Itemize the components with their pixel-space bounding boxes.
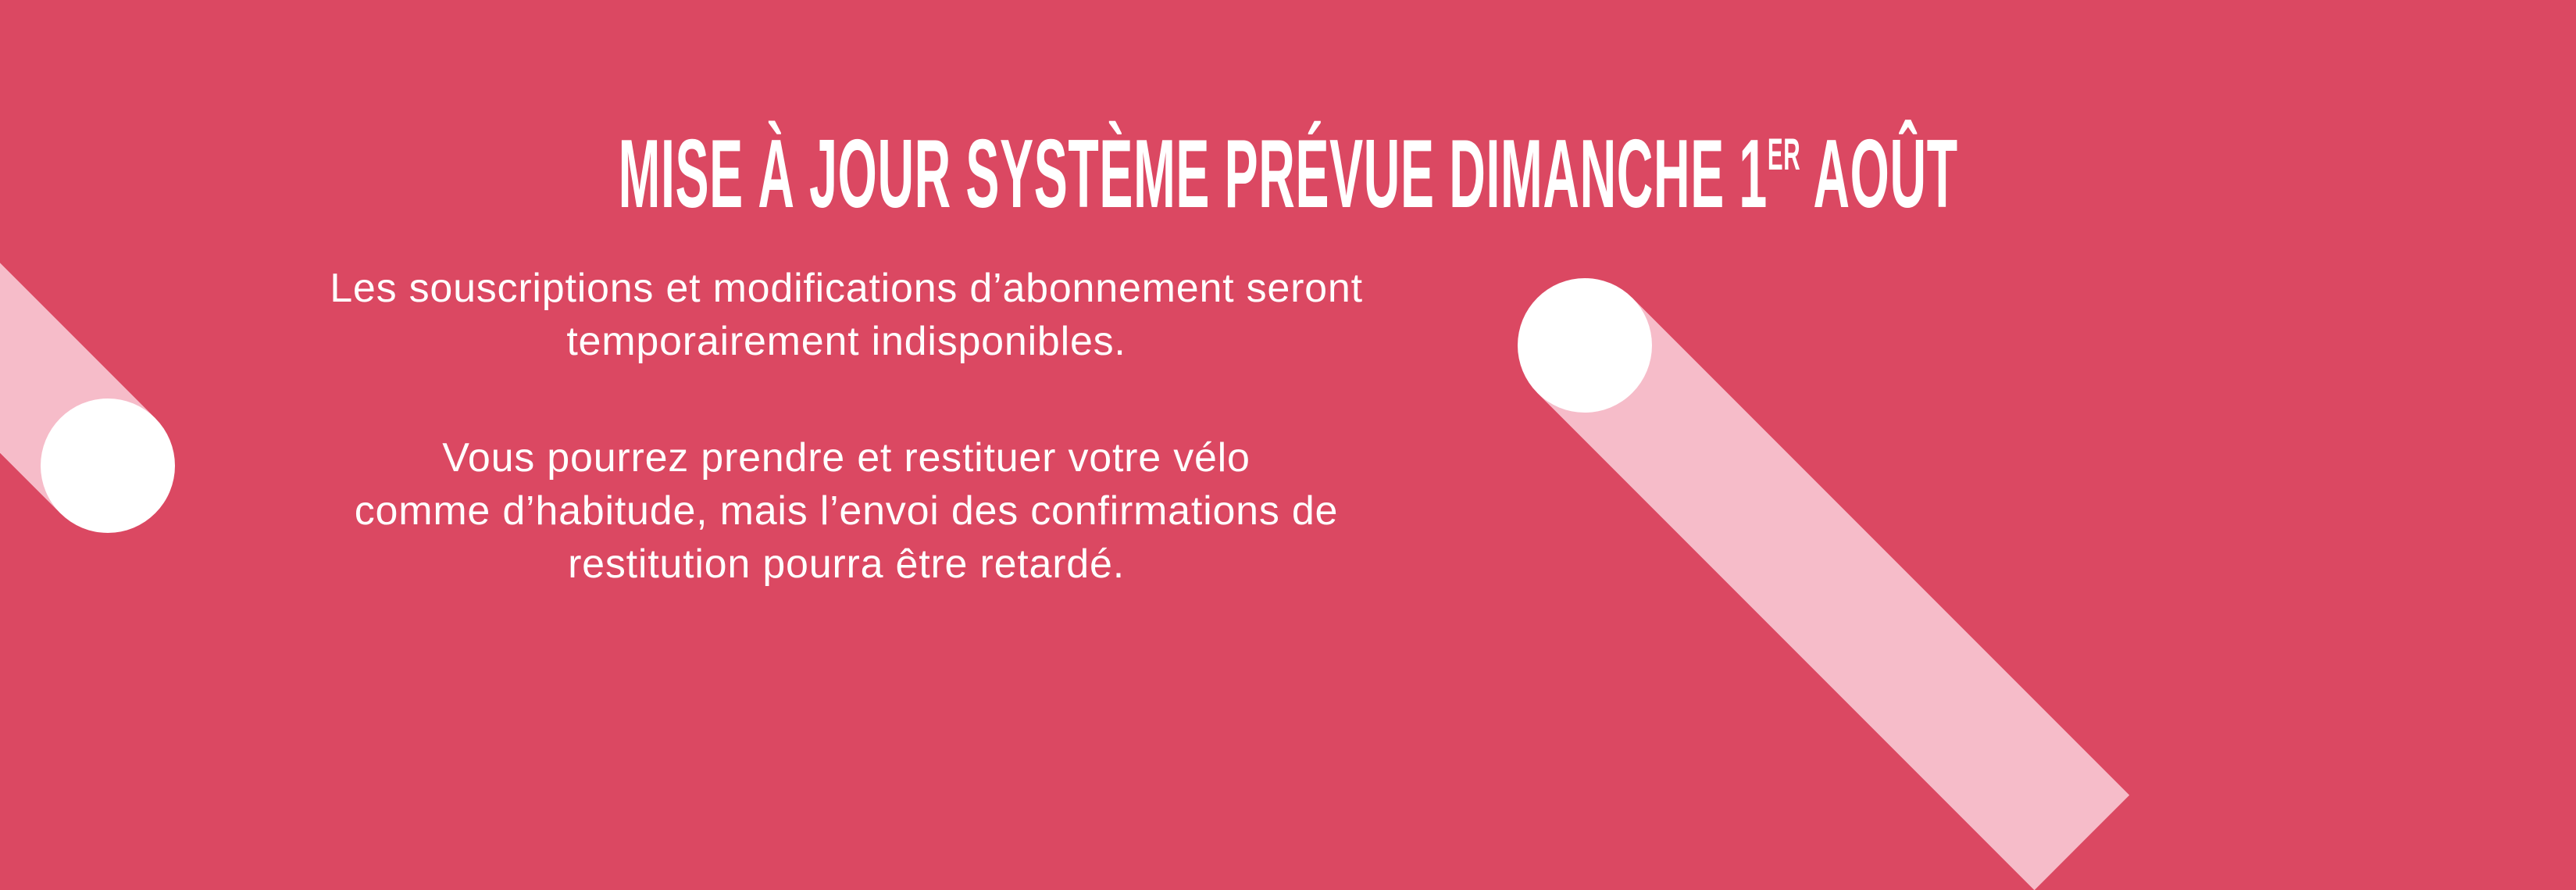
- title-suffix-text: AOÛT: [1800, 120, 1958, 228]
- banner-title-text: [619, 100, 1958, 229]
- paragraph1-line2: temporairement indisponibles.: [566, 319, 1126, 364]
- paragraph2-line2: comme d’habitude, mais l’envoi des confirmations de: [354, 488, 1339, 534]
- banner-title: [0, 100, 1958, 229]
- paragraph-subscriptions-unavailable: [0, 262, 1693, 368]
- paragraph2-line3: restitution pourra être retardé.: [568, 542, 1125, 587]
- paragraph-bike-returns-delayed: [0, 431, 1693, 591]
- paragraph1-line1: Les souscriptions et modifications d’abonnement seront: [330, 266, 1363, 311]
- paragraph2-line1: Vous pourrez prendre et restituer votre vélo: [442, 435, 1251, 481]
- title-ordinal-superscript: ER: [1767, 130, 1801, 180]
- title-main-text: MISE À JOUR SYSTÈME PRÉVUE DIMANCHE 1: [618, 120, 1768, 228]
